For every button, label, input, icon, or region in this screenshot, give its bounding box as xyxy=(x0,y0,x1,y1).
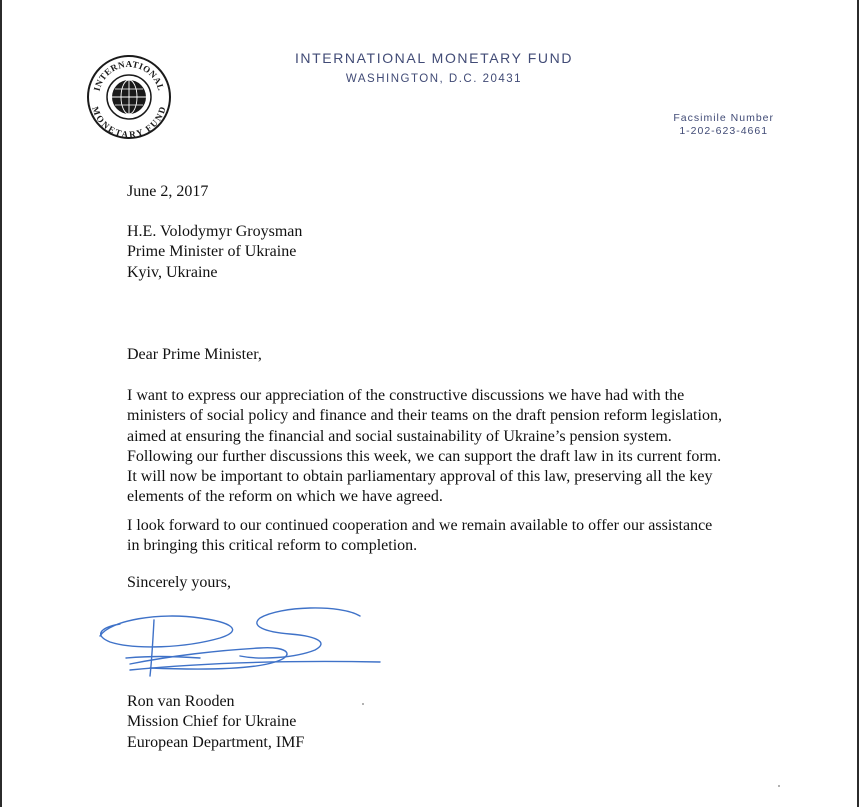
fax-label: Facsimile Number xyxy=(673,112,774,124)
body-paragraph-1 xyxy=(127,386,767,508)
closing: Sincerely yours, xyxy=(127,574,231,591)
recipient-name: H.E. Volodymyr Groysman xyxy=(127,223,303,240)
fax-block xyxy=(673,112,774,138)
seal-bottom-text: MONETARY FUND xyxy=(90,105,168,140)
paragraph-line: It will now be important to obtain parliamentary approval of this law, preserving all the key xyxy=(127,468,713,486)
signer-block xyxy=(127,692,767,753)
paragraph-line: I want to express our appreciation of the constructive discussions we have had with the xyxy=(127,387,685,404)
fax-number: 1-202-623-4661 xyxy=(679,125,769,137)
paragraph-line: Following our further discussions this week, we can support the draft law in its current form. xyxy=(127,447,722,465)
salutation: Dear Prime Minister, xyxy=(127,346,262,363)
seal-top-text: INTERNATIONAL xyxy=(91,58,167,93)
org-name: INTERNATIONAL MONETARY FUND xyxy=(294,50,574,66)
signer-department: European Department, IMF xyxy=(127,733,305,751)
letterhead xyxy=(234,48,634,88)
imf-seal-logo xyxy=(86,54,172,140)
paragraph-line: in bringing this critical reform to completion. xyxy=(127,537,418,555)
paragraph-line: I look forward to our continued cooperation and we remain available to offer our assistance xyxy=(127,517,713,534)
scan-speck xyxy=(778,785,780,787)
recipient-address xyxy=(127,222,767,283)
handwritten-signature xyxy=(90,598,390,688)
scan-speck xyxy=(362,703,364,705)
signer-title: Mission Chief for Ukraine xyxy=(127,713,297,731)
body-paragraph-2 xyxy=(127,516,767,557)
recipient-title: Prime Minister of Ukraine xyxy=(127,243,297,261)
recipient-location: Kyiv, Ukraine xyxy=(127,263,218,281)
paragraph-line: ministers of social policy and finance and their teams on the draft pension reform legislation, xyxy=(127,407,722,425)
paragraph-line: aimed at ensuring the financial and social sustainability of Ukraine’s pension system. xyxy=(127,427,672,445)
signer-name: Ron van Rooden xyxy=(127,693,235,710)
paragraph-line: elements of the reform on which we have agreed. xyxy=(127,488,443,506)
letter-date: June 2, 2017 xyxy=(127,183,209,200)
org-address: WASHINGTON, D.C. 20431 xyxy=(345,73,523,85)
